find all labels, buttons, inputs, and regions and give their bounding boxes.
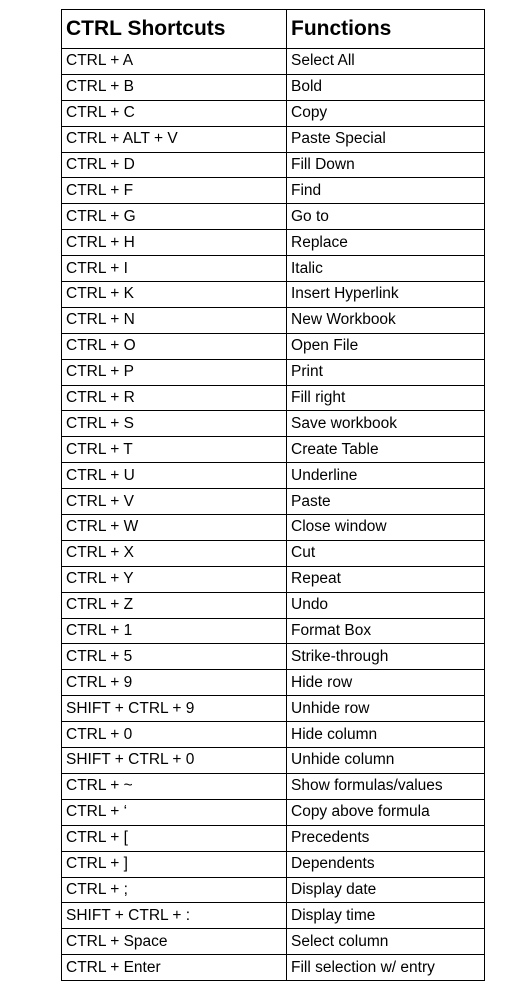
function-cell: Show formulas/values [287,773,485,799]
table-row [62,204,485,230]
shortcut-cell: CTRL + K [62,282,287,308]
function-cell: Paste [287,489,485,515]
table-row [62,670,485,696]
table-row [62,799,485,825]
function-cell: Bold [287,74,485,100]
shortcut-cell: CTRL + A [62,49,287,75]
function-cell: Replace [287,230,485,256]
table-row [62,773,485,799]
table-body [62,49,485,981]
table-row [62,515,485,541]
function-cell: Undo [287,592,485,618]
shortcut-cell: CTRL + G [62,204,287,230]
function-cell: Dependents [287,851,485,877]
shortcut-cell: CTRL + Z [62,592,287,618]
function-cell: Repeat [287,566,485,592]
header-shortcuts: CTRL Shortcuts [62,10,287,49]
shortcut-cell: CTRL + H [62,230,287,256]
function-cell: Save workbook [287,411,485,437]
shortcut-cell: CTRL + V [62,489,287,515]
function-cell: Insert Hyperlink [287,282,485,308]
shortcut-cell: CTRL + Y [62,566,287,592]
function-cell: New Workbook [287,307,485,333]
shortcut-cell: CTRL + ~ [62,773,287,799]
shortcut-cell: CTRL + ‘ [62,799,287,825]
shortcut-cell: CTRL + D [62,152,287,178]
shortcut-cell: CTRL + 9 [62,670,287,696]
table-row [62,825,485,851]
table-row [62,618,485,644]
shortcut-cell: CTRL + F [62,178,287,204]
shortcut-cell: CTRL + 1 [62,618,287,644]
function-cell: Cut [287,540,485,566]
shortcut-cell: CTRL + B [62,74,287,100]
table-row [62,100,485,126]
function-cell: Hide row [287,670,485,696]
table-row [62,644,485,670]
table-row [62,307,485,333]
function-cell: Unhide row [287,696,485,722]
table-row [62,282,485,308]
shortcuts-sheet [61,9,484,981]
shortcut-cell: CTRL + 5 [62,644,287,670]
function-cell: Format Box [287,618,485,644]
shortcut-cell: CTRL + Space [62,929,287,955]
shortcut-cell: CTRL + R [62,385,287,411]
function-cell: Hide column [287,722,485,748]
table-row [62,359,485,385]
shortcut-cell: SHIFT + CTRL + : [62,903,287,929]
function-cell: Display date [287,877,485,903]
shortcut-cell: CTRL + ] [62,851,287,877]
table-row [62,152,485,178]
function-cell: Paste Special [287,126,485,152]
function-cell: Go to [287,204,485,230]
table-row [62,748,485,774]
ctrl-shortcuts-table [61,9,485,981]
shortcut-cell: CTRL + T [62,437,287,463]
function-cell: Precedents [287,825,485,851]
function-cell: Fill Down [287,152,485,178]
shortcut-cell: CTRL + Enter [62,955,287,981]
shortcut-cell: CTRL + N [62,307,287,333]
table-row [62,126,485,152]
table-row [62,463,485,489]
function-cell: Fill selection w/ entry [287,955,485,981]
function-cell: Unhide column [287,748,485,774]
shortcut-cell: SHIFT + CTRL + 9 [62,696,287,722]
function-cell: Select column [287,929,485,955]
table-row [62,722,485,748]
shortcut-cell: CTRL + I [62,256,287,282]
shortcut-cell: CTRL + U [62,463,287,489]
table-row [62,489,485,515]
table-row [62,230,485,256]
table-row [62,929,485,955]
shortcut-cell: CTRL + S [62,411,287,437]
shortcut-cell: CTRL + W [62,515,287,541]
function-cell: Open File [287,333,485,359]
function-cell: Create Table [287,437,485,463]
function-cell: Display time [287,903,485,929]
table-header-row [62,10,485,49]
shortcut-cell: CTRL + C [62,100,287,126]
table-row [62,333,485,359]
table-row [62,851,485,877]
table-row [62,256,485,282]
shortcut-cell: CTRL + X [62,540,287,566]
table-row [62,903,485,929]
shortcut-cell: CTRL + ; [62,877,287,903]
function-cell: Underline [287,463,485,489]
table-row [62,540,485,566]
function-cell: Copy above formula [287,799,485,825]
function-cell: Close window [287,515,485,541]
table-row [62,385,485,411]
shortcut-cell: CTRL + O [62,333,287,359]
table-row [62,877,485,903]
function-cell: Print [287,359,485,385]
table-row [62,592,485,618]
shortcut-cell: CTRL + ALT + V [62,126,287,152]
function-cell: Strike-through [287,644,485,670]
table-row [62,437,485,463]
table-row [62,411,485,437]
header-functions: Functions [287,10,485,49]
shortcut-cell: CTRL + 0 [62,722,287,748]
shortcut-cell: SHIFT + CTRL + 0 [62,748,287,774]
table-row [62,49,485,75]
function-cell: Fill right [287,385,485,411]
shortcut-cell: CTRL + [ [62,825,287,851]
function-cell: Copy [287,100,485,126]
function-cell: Select All [287,49,485,75]
table-row [62,74,485,100]
table-row [62,178,485,204]
shortcut-cell: CTRL + P [62,359,287,385]
table-row [62,955,485,981]
table-row [62,696,485,722]
table-row [62,566,485,592]
function-cell: Italic [287,256,485,282]
function-cell: Find [287,178,485,204]
